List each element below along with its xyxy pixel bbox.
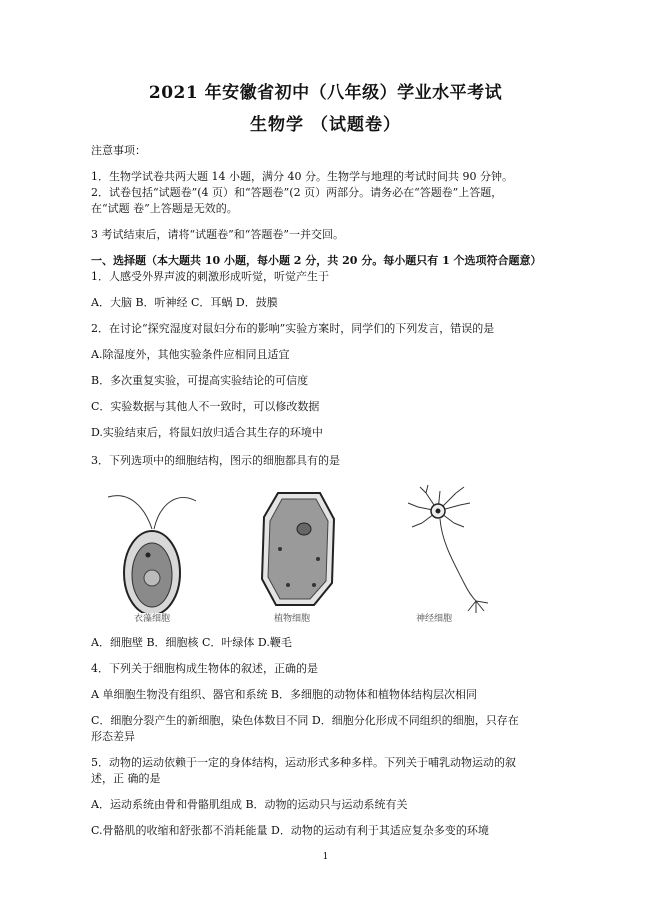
caption-chlamydomonas: 衣藻细胞 <box>134 614 171 624</box>
q1-stem: 1．人感受外界声波的刺激形成听觉，听觉产生于 <box>91 270 329 283</box>
section-heading: 一、选择题（本大题共 10 小题，每小题 2 分，共 20 分。每小题只有 1 个选项符合题意） <box>91 254 542 267</box>
exam-title: 2021 年安徽省初中（八年级）学业水平考试 <box>148 83 503 103</box>
q3-options: A．细胞壁 B．细胞核 C．叶绿体 D.鞭毛 <box>91 636 292 649</box>
notice-heading: 注意事项： <box>91 144 146 157</box>
notice-item-2: 2．试卷包括“试题卷”(4 页）和“答题卷”(2 页）两部分。请务必在“答题卷”上答题， <box>91 186 503 199</box>
notice-item-2-cont: 在“试题 卷”上答题是无效的。 <box>91 202 238 215</box>
q2-option-b: B．多次重复实验，可提高实验结论的可信度 <box>91 374 309 387</box>
q2-option-c: C．实验数据与其他人不一致时，可以修改数据 <box>91 400 320 413</box>
q5-stem-cont: 述，正 确的是 <box>91 772 161 785</box>
caption-neuron: 神经细胞 <box>416 614 453 624</box>
cell-illustrations <box>100 483 500 628</box>
q2-option-a: A.除湿度外，其他实验条件应相同且适宜 <box>91 348 290 361</box>
q2-stem: 2．在讨论“探究湿度对鼠妇分布的影响”实验方案时，同学们的下列发言，错误的是 <box>91 322 495 335</box>
q4-options-cd: C．细胞分裂产生的新细胞，染色体数目不同 D．细胞分化形成不同组织的细胞，只存在 <box>91 714 519 727</box>
neuron-figure <box>398 483 498 618</box>
notice-item-1: 1．生物学试卷共两大题 14 小题，满分 40 分。生物学与地理的考试时间共 90 分钟。 <box>91 170 513 183</box>
page-number: 1 <box>322 852 329 862</box>
exam-subtitle: 生物学 （试题卷） <box>250 115 401 135</box>
q4-options-ab: A 单细胞生物没有组织、器官和系统 B．多细胞的动物体和植物体结构层次相同 <box>91 688 478 701</box>
q3-stem: 3．下列选项中的细胞结构，图示的细胞都具有的是 <box>91 454 340 467</box>
notice-item-3: 3 考试结束后，请将“试题卷”和“答题卷”一并交回。 <box>91 228 344 241</box>
q5-options-cd: C.骨骼肌的收缩和舒张都不消耗能量 D．动物的运动有利于其适应复杂多变的环境 <box>91 824 489 837</box>
q5-stem: 5．动物的运动依赖于一定的身体结构，运动形式多种多样。下列关于哺乳动物运动的叙 <box>91 756 516 769</box>
plant-cell-figure <box>258 489 338 609</box>
q1-options: A．大脑 B．听神经 C．耳蜗 D．鼓膜 <box>91 296 278 309</box>
q4-stem: 4．下列关于细胞构成生物体的叙述，正确的是 <box>91 662 318 675</box>
q4-options-cd-cont: 形态差异 <box>91 730 135 743</box>
q2-option-d: D.实验结束后，将鼠妇放归适合其生存的环境中 <box>91 426 323 439</box>
caption-plant-cell: 植物细胞 <box>274 614 311 624</box>
chlamydomonas-figure <box>100 483 200 613</box>
q5-options-ab: A．运动系统由骨和骨骼肌组成 B．动物的运动只与运动系统有关 <box>91 798 408 811</box>
